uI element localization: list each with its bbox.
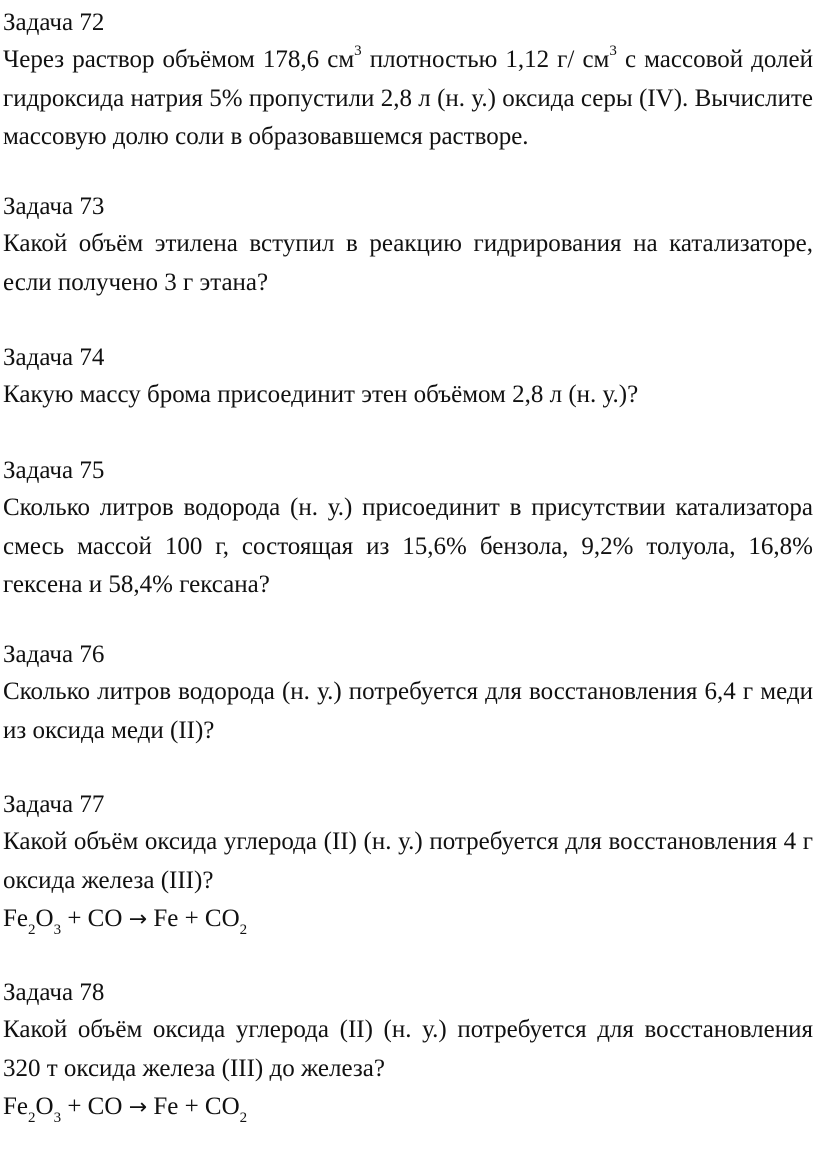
task-73 <box>3 188 813 302</box>
superscript: 3 <box>354 42 362 59</box>
task-text: Сколько литров водорода (н. у.) потребуется для восстановления 6,4 г меди из оксида меди (II)? <box>3 678 813 744</box>
chemical-equation <box>3 1088 813 1127</box>
subscript: 2 <box>239 1110 248 1126</box>
task-text: Какой объём этилена вступил в реакцию гидрирования на катализаторе, если получено 3 г этана? <box>3 230 813 296</box>
task-text-part: Через раствор объёмом 178,6 см <box>3 46 355 73</box>
task-77 <box>3 786 813 939</box>
superscript: 3 <box>609 42 617 59</box>
chemical-equation <box>3 900 813 939</box>
formula-element: Fe <box>3 1093 28 1120</box>
task-text: Какую массу брома присоединит этен объёмом 2,8 л (н. у.)? <box>3 381 639 408</box>
reaction-arrow-icon: → <box>128 1095 148 1120</box>
task-title: Задача 74 <box>3 344 105 371</box>
task-text-part: с массовой долей гидроксида натрия 5% пропустили 2,8 л (н. у.) оксида серы (IV). Вычислите массовую долю соли в образовавшемся растворе. <box>3 46 813 150</box>
task-72 <box>3 4 813 157</box>
task-title: Задача 73 <box>3 193 105 220</box>
formula-element: + CO <box>61 905 129 932</box>
formula-element: Fe <box>3 905 28 932</box>
subscript: 2 <box>239 922 248 938</box>
task-text: Сколько литров водорода (н. у.) присоединит в присутствии катализатора смесь массой 100 г, состоящая из 15,6% бензола, 9,2% толуола, 16,8% гексена и 58,4% гексана? <box>3 494 813 598</box>
formula-element: Fe + CO <box>147 1093 240 1120</box>
subscript: 2 <box>28 1110 36 1126</box>
task-title: Задача 75 <box>3 457 105 484</box>
task-78 <box>3 974 813 1127</box>
task-74 <box>3 339 638 415</box>
task-title: Задача 72 <box>3 9 105 36</box>
task-75 <box>3 452 813 605</box>
subscript: 3 <box>53 1110 62 1126</box>
task-title: Задача 76 <box>3 641 105 668</box>
formula-element: O <box>35 1093 54 1120</box>
task-title: Задача 78 <box>3 979 105 1006</box>
formula-element: Fe + CO <box>147 905 240 932</box>
task-text: Какой объём оксида углерода (II) (н. у.) потребуется для восстановления 4 г оксида железа (III)? <box>3 828 813 894</box>
task-title: Задача 77 <box>3 791 105 818</box>
formula-element: + CO <box>61 1093 129 1120</box>
task-text: Какой объём оксида углерода (II) (н. у.) потребуется для восстановления 320 т оксида железа (III) до железа? <box>3 1016 813 1082</box>
task-76 <box>3 636 813 750</box>
reaction-arrow-icon: → <box>128 907 148 932</box>
task-text-part: плотностью 1,12 г/ см <box>361 46 610 73</box>
task-text <box>3 41 813 157</box>
subscript: 3 <box>53 922 62 938</box>
subscript: 2 <box>28 922 36 938</box>
formula-element: O <box>35 905 54 932</box>
